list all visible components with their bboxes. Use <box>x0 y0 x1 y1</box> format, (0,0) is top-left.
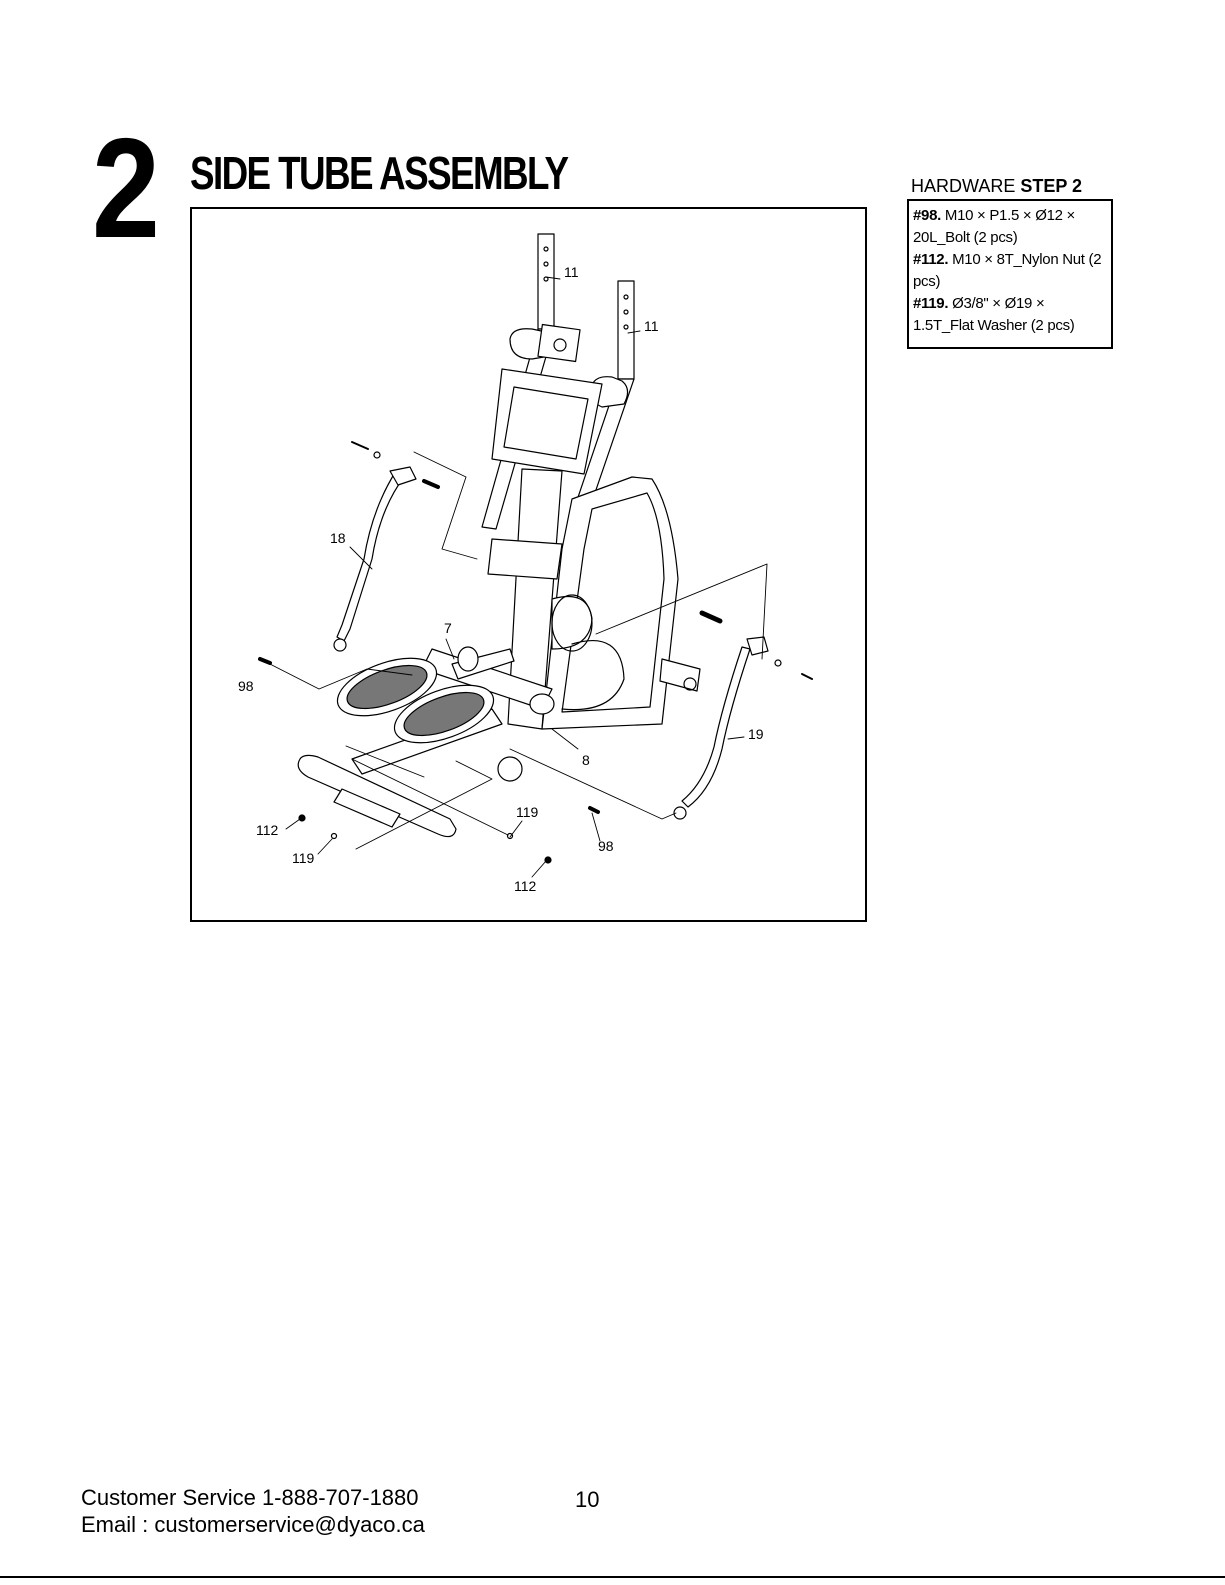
hardware-item <box>913 205 1107 249</box>
hardware-item-number: #112. <box>913 251 949 268</box>
footer-contact <box>81 1484 425 1538</box>
callout-98-right: 98 <box>598 838 614 854</box>
callout-8: 8 <box>582 752 590 768</box>
hardware-item <box>913 293 1107 337</box>
page-number: 10 <box>575 1487 600 1512</box>
step-title: SIDE TUBE ASSEMBLY <box>190 147 568 199</box>
callout-112-bottom: 112 <box>514 878 537 894</box>
callout-119-center: 119 <box>516 804 539 820</box>
hardware-item-desc: Ø3/8" × Ø19 × 1.5T_Flat Washer (2 pcs) <box>913 295 1075 334</box>
callout-119-left: 119 <box>292 850 315 866</box>
hardware-item-desc: M10 × P1.5 × Ø12 × 20L_Bolt (2 pcs) <box>913 207 1075 246</box>
callout-18: 18 <box>330 530 346 546</box>
hardware-heading <box>911 176 1082 197</box>
callout-112-left: 112 <box>256 822 279 838</box>
callout-7: 7 <box>444 620 452 636</box>
hardware-item-number: #98. <box>913 207 941 224</box>
bottom-rule <box>0 1576 1225 1578</box>
hardware-list <box>907 199 1113 349</box>
hardware-item-number: #119. <box>913 295 949 312</box>
hardware-item-desc: M10 × 8T_Nylon Nut (2 pcs) <box>913 251 1102 290</box>
customer-service-email: Email : customerservice@dyaco.ca <box>81 1512 425 1537</box>
customer-service-phone: Customer Service 1-888-707-1880 <box>81 1485 419 1510</box>
callout-11-right: 11 <box>644 318 659 334</box>
assembly-diagram <box>190 207 867 922</box>
hardware-heading-prefix: HARDWARE <box>911 176 1016 196</box>
callout-19: 19 <box>748 726 764 742</box>
callout-98-left: 98 <box>238 678 254 694</box>
hardware-item <box>913 249 1107 293</box>
step-number: 2 <box>92 109 157 268</box>
callout-11-left: 11 <box>564 264 579 280</box>
hardware-heading-step: STEP 2 <box>1020 176 1083 196</box>
